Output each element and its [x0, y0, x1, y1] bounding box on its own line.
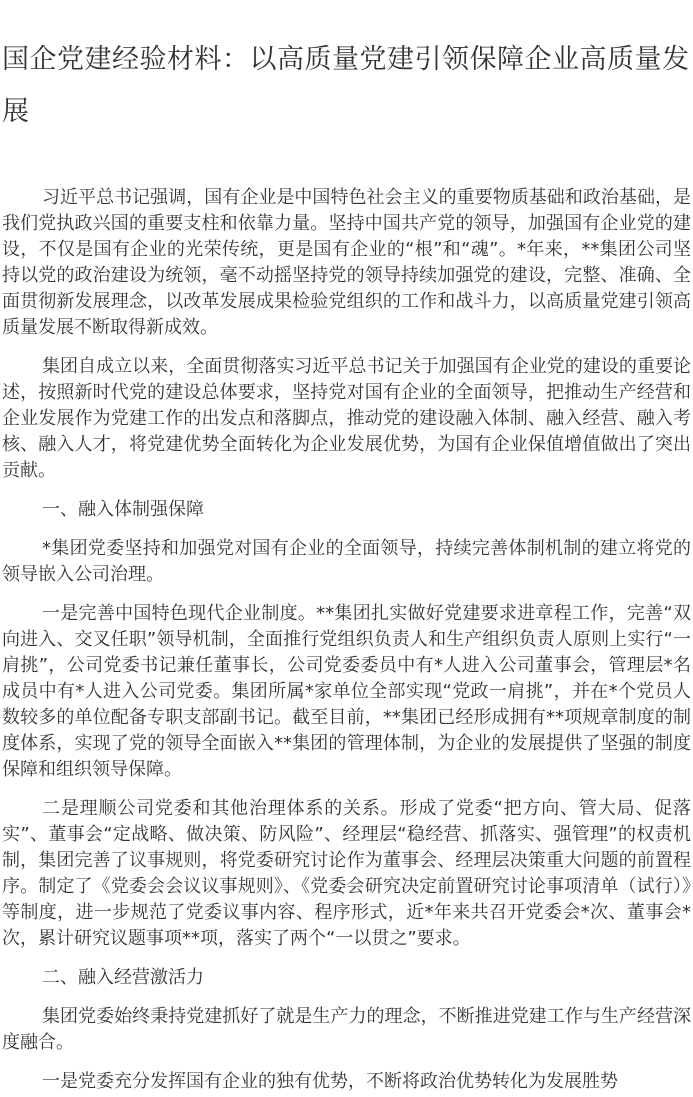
paragraph: *集团党委坚持和加强党对国有企业的全面领导，持续完善体制机制的建立将党的领导嵌入公司治理。 — [2, 538, 691, 585]
paragraph: 一是完善中国特色现代企业制度。**集团扎实做好党建要求进章程工作，完善“双向进入、交叉任职”领导机制，全面推行党组织负责人和生产组织负责人原则上实行“一肩挑”，公司党委书记兼任董事长，公司党委委员中有*人进入公司董事会，管理层*名成员中有*人进入公司党委。集团所属*家单位全部实现“党政一肩挑”，并在*个党员人数较多的单位配备专职支部副书记。截至目前，**集团已经形成拥有**项规章制度的制度体系，实现了党的领导全面嵌入**集团的管理体制，为企业的发展提供了坚强的制度保障和组织领导保障。 — [2, 603, 691, 780]
section-heading: 二、融入经营激活力 — [42, 967, 204, 988]
paragraph: 集团党委始终秉持党建抓好了就是生产力的理念，不断推进党建工作与生产经营深度融合。 — [2, 1006, 691, 1053]
paragraph: 集团自成立以来，全面贯彻落实习近平总书记关于加强国有企业党的建设的重要论述，按照新时代党的建设总体要求，坚持党对国有企业的全面领导，把推动生产经营和企业发展作为党建工作的出发点和落脚点，推动党的建设融入体制、融入经营、融入考核、融入人才，将党建优势全面转化为企业发展优势，为国有企业保值增值做出了突出贡献。 — [2, 356, 691, 481]
paragraph: 一是党委充分发挥国有企业的独有优势，不断将政治优势转化为发展胜势 — [42, 1071, 618, 1092]
paragraph: 二是理顺公司党委和其他治理体系的关系。形成了党委“把方向、管大局、促落实”、董事会“定战略、做决策、防风险”、经理层“稳经营、抓落实、强管理”的权责机制，集团完善了议事规则，将党委研究讨论作为董事会、经理层决策重大问题的前置程序。制定了《党委会会议议事规则》、《党委会研究决定前置研究讨论事项清单（试行）》等制度，进一步规范了党委议事内容、程序形式，近*年来共召开党委会*次、董事会*次，累计研究议题事项**项，落实了两个“一以贯之”要求。 — [2, 798, 691, 949]
section-heading: 一、融入体制强保障 — [42, 499, 204, 520]
paragraph: 习近平总书记强调，国有企业是中国特色社会主义的重要物质基础和政治基础，是我们党执政兴国的重要支柱和依靠力量。坚持中国共产党的领导，加强国有企业党的建设，不仅是国有企业的光荣传统，更是国有企业的“根”和“魂”。*年来，**集团公司坚持以党的政治建设为统领，毫不动摇坚持党的领导持续加强党的建设，完整、准确、全面贯彻新发展理念，以改革发展成果检验党组织的工作和战斗力，以高质量党建引领高质量发展不断取得新成效。 — [2, 187, 691, 338]
article-body — [0, 185, 693, 1095]
article-title: 国企党建经验材料：以高质量党建引领保障企业高质量发展 — [2, 44, 690, 127]
